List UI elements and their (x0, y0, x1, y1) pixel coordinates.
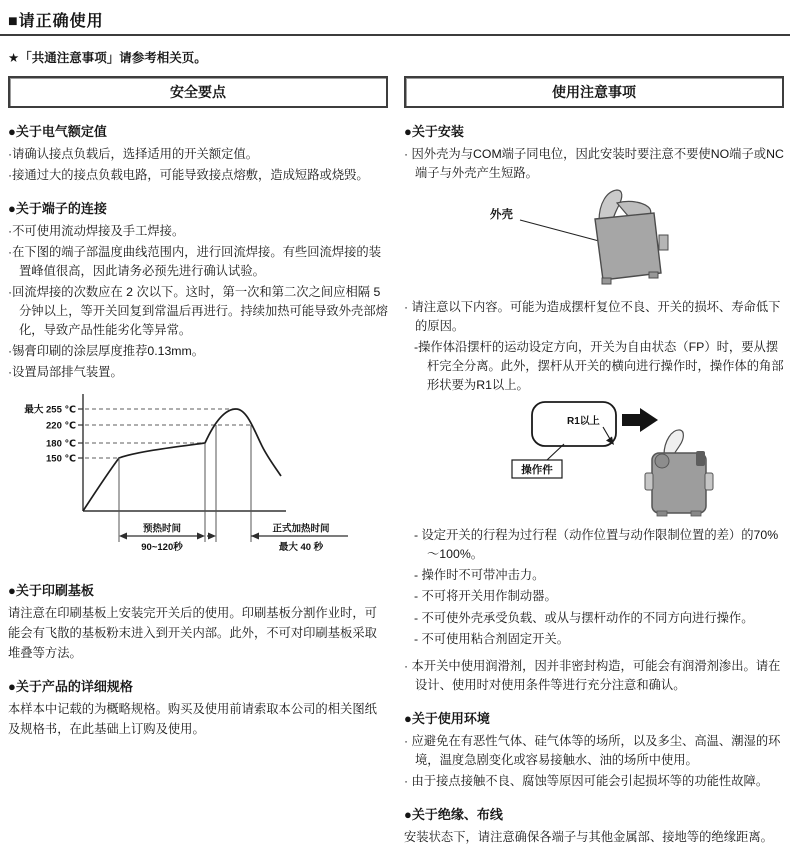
pcb-body: 请注意在印刷基板上安装完开关后的使用。印刷基板分割作业时，可能会有飞散的基板粉末进入到开关内部。此外，不可对印刷基板采取堆叠等方法。 (8, 606, 377, 660)
section-heading: ●关于使用环境 (404, 710, 490, 726)
mounting-dash-list (414, 526, 784, 648)
section-pcb (8, 580, 388, 663)
wiring-body: 安装状态下，请注意确保各端子与其他金属部、接地等的绝缘距离。 (404, 829, 773, 844)
list-item: · 应避免在有恶性气体、硅气体等的场所，以及多尘、高温、潮湿的环境，温度急剧变化或容易接触水、油的场所中使用。 (404, 733, 781, 767)
switch-top-view (645, 430, 713, 516)
mounting-list-grease (404, 657, 784, 695)
list-item: · 请注意以下内容。可能为造成摆杆复位不良、开关的损坏、寿命低下的原因。 (404, 300, 781, 334)
list-item: - 不可使外壳承受负载、或从与摆杆动作的不同方向进行操作。 (414, 610, 754, 625)
main-heat-time-label: 正式加热时间 (272, 523, 330, 535)
terminal-tab (659, 235, 668, 250)
y-label-180: 180 ℃ (46, 438, 76, 450)
right-column-usage (404, 76, 784, 851)
terminal-list (8, 222, 388, 382)
section-mounting (404, 121, 784, 695)
switch-housing-svg (476, 187, 726, 287)
section-terminal-connection (8, 198, 388, 567)
part-label: 操作件 (521, 464, 553, 477)
housing-label: 外壳 (490, 209, 513, 222)
list-item: ·锡膏印刷的涂层厚度推荐0.13mm。 (8, 344, 205, 359)
list-item: ·设置局部排气装置。 (8, 365, 123, 380)
temperature-gridlines (85, 409, 251, 458)
common-precautions-note: ★「共通注意事项」请参考相关页。 (8, 51, 207, 65)
arrow-right-icon (622, 408, 658, 432)
list-item: ·请确认接点负载后，选择适用的开关额定值。 (8, 147, 259, 161)
mounting-list-notice (404, 298, 784, 336)
section-heading: ●关于绝缘、布线 (404, 806, 503, 822)
section-heading: ●关于印刷基板 (8, 583, 94, 599)
spec-body: 本样本中记载的为概略规格。购买及使用前请索取本公司的相关图纸及规格书，在此基础上订购及使用。 (8, 702, 377, 737)
switch-housing-figure (476, 187, 784, 292)
list-item: ·不可使用流动焊接及手工焊接。 (8, 224, 185, 239)
r1-label: R1以上 (567, 416, 600, 428)
two-column-layout (0, 76, 790, 861)
safety-points-header: 安全要点 (8, 76, 388, 108)
environment-list (404, 732, 784, 791)
actuator-r1-figure (500, 399, 784, 522)
actuator-dash-list (414, 338, 784, 395)
preheat-time-label: 预热时间 (142, 523, 182, 535)
section-electrical-rating (8, 121, 388, 185)
preheat-time-value: 90~120秒 (141, 542, 183, 554)
left-column-safety (8, 76, 388, 851)
section-heading: ●关于电气额定值 (8, 124, 107, 139)
list-item: · 本开关中使用润滑剂，因并非密封构造，可能会有润滑剂渗出。请在设计、使用时对使用条件等进行充分注意和确认。 (404, 658, 781, 692)
page-title: ■请正确使用 (8, 13, 104, 30)
title-divider (0, 34, 790, 36)
usage-precautions-header: 使用注意事项 (404, 76, 784, 108)
actuator-r1-svg (500, 399, 730, 517)
list-item: - 不可使用粘合剂固定开关。 (414, 631, 570, 646)
electrical-list (8, 145, 388, 185)
list-item: -操作体沿摆杆的运动设定方向，开关为自由状态（FP）时，要从摆杆完全分离。此外，摆杆从开关的横向进行操作时，操作体的角部形状要为R1以上。 (414, 340, 784, 393)
section-insulation-wiring (404, 804, 784, 848)
section-heading: ●关于端子的连接 (8, 201, 107, 217)
reflow-temperature-chart (18, 390, 388, 567)
list-item: - 操作时不可带冲击力。 (414, 568, 545, 583)
y-label-150: 150 ℃ (46, 453, 76, 465)
main-heat-time-value: 最大 40 秒 (278, 542, 324, 554)
list-item: ·接通过大的接点负载电路，可能导致接点熔敷，造成短路或烧毁。 (8, 168, 369, 183)
section-environment (404, 708, 784, 791)
mounting-list-top (404, 145, 784, 183)
list-item: · 因外壳为与COM端子同电位，因此安装时要注意不要使NO端子或NC端子与外壳产生短路。 (404, 147, 784, 181)
section-heading: ●关于安装 (404, 124, 464, 139)
switch-side-view (595, 190, 668, 284)
list-item: · 由于接点接触不良、腐蚀等原因可能会引起损坏等的功能性故障。 (404, 773, 769, 788)
y-label-220: 220 ℃ (46, 420, 76, 432)
y-label-255: 最大 255 ℃ (24, 404, 76, 416)
list-item: ·回流焊接的次数应在 2 次以下。这时，第一次和第二次之间应相隔 5分钟以上，等开关回复到常温后再进行。持续加热可能导致外壳部熔化，导致产品性能劣化等异常。 (8, 285, 388, 338)
list-item: - 设定开关的行程为过行程（动作位置与动作限制位置的差）的70%～100%。 (414, 528, 779, 562)
y-axis-ticks (78, 409, 83, 458)
reflow-chart-svg (18, 390, 353, 562)
list-item: - 不可将开关用作制动器。 (414, 589, 557, 604)
list-item: ·在下图的端子部温度曲线范围内，进行回流焊接。有些回流焊接的装置峰值很高，因此请务必预先进行确认试验。 (8, 245, 382, 279)
section-detailed-spec (8, 676, 388, 739)
section-heading: ●关于产品的详细规格 (8, 679, 133, 695)
